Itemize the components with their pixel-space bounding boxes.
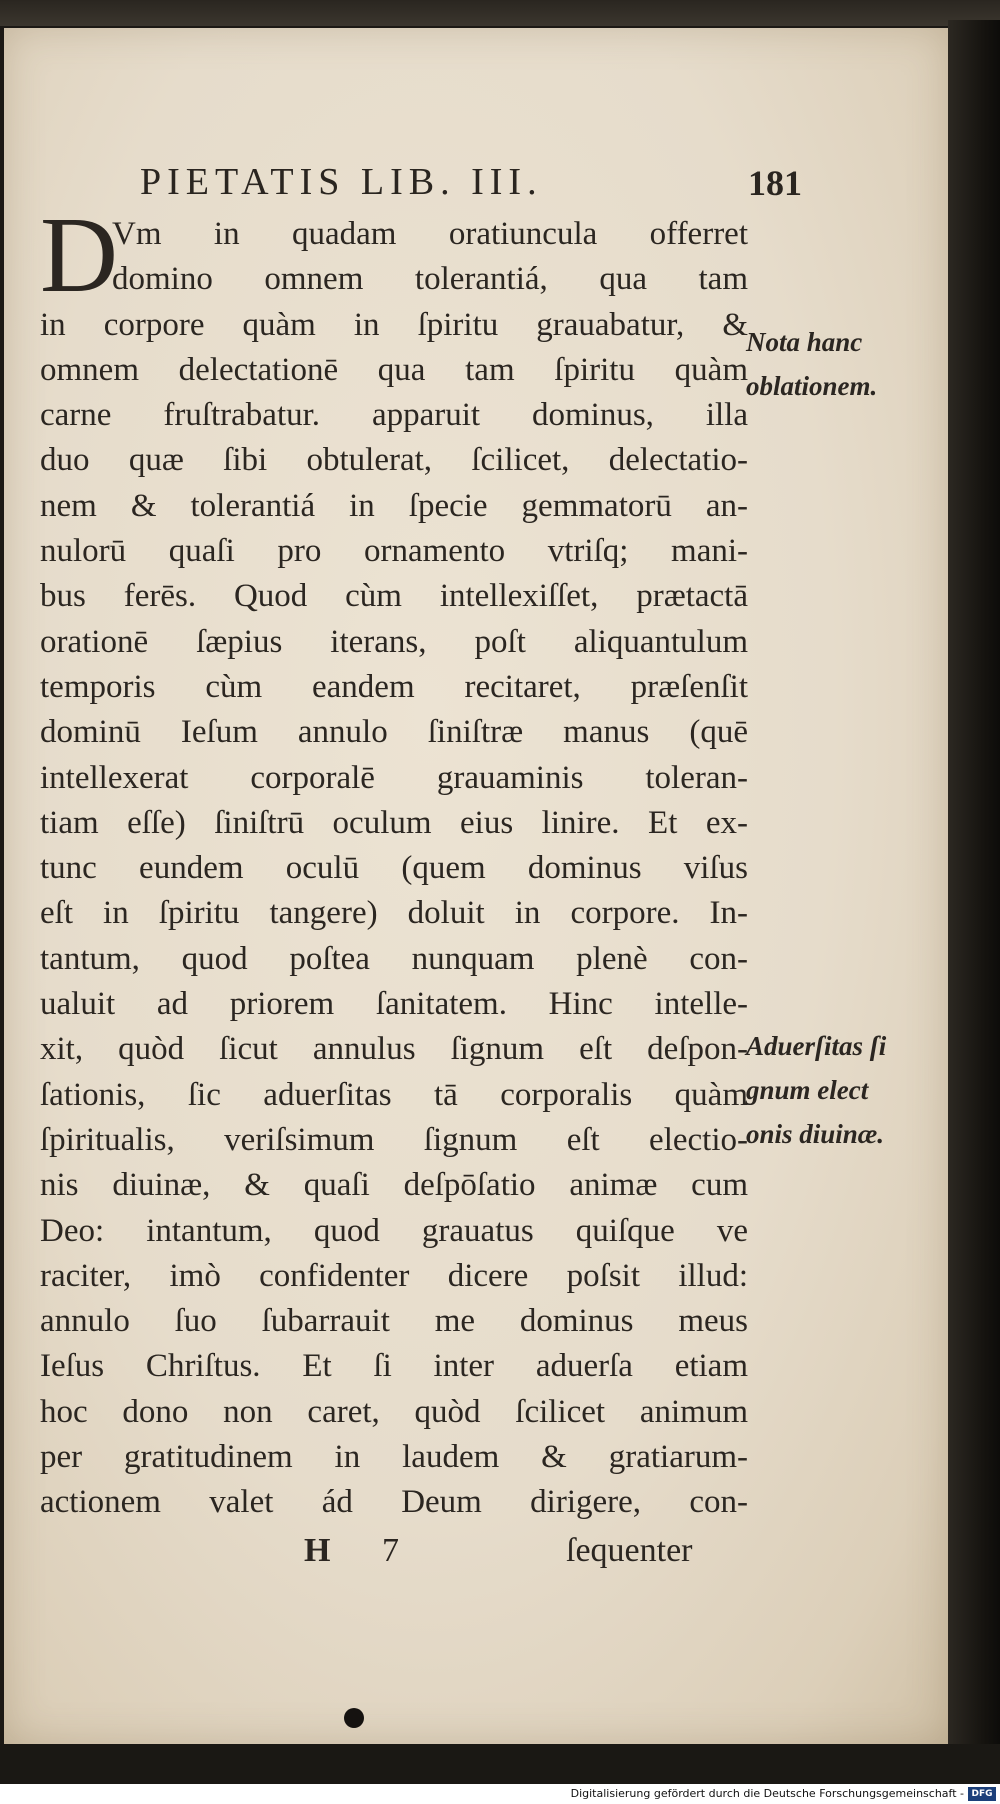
signature-mark-letter: H [304,1532,331,1569]
text-line: nulorū quaſi pro ornamento vtriſq; mani- [40,533,748,570]
text-line: actionem valet ád Deum dirigere, con- [40,1484,748,1521]
text-line: per gratitudinem in laudem & gratiarum- [40,1439,748,1476]
ink-spot [344,1708,364,1728]
margin-note [746,320,946,408]
dfg-logo: DFG [968,1787,996,1801]
catchword: ſequenter [566,1532,693,1569]
margin-note-line: onis diuinæ. [746,1119,885,1149]
text-line: omnem delectationē qua tam ſpiritu quàm [40,351,748,388]
text-line: raciter, imò confidenter dicere poſsit illud: [40,1257,748,1294]
text-line: carne fruſtrabatur. apparuit dominus, illa [40,397,748,434]
drop-cap: D [40,196,118,315]
scanner-top-edge [0,0,1000,26]
text-line: Vm in quadam oratiuncula offerret [112,216,748,252]
margin-note-line: Aduerſitas ſi [746,1031,887,1061]
text-line: tantum, quod poſtea nunquam plenè con- [40,940,748,977]
text-line: tiam eſſe) ſiniſtrū oculum eius linire. Et ex- [40,804,748,841]
text-line: ualuit ad priorem ſanitatem. Hinc intelle- [40,986,748,1023]
text-line: duo quæ ſibi obtulerat, ſcilicet, delectatio- [40,442,748,479]
margin-note-line: Nota hanc [746,327,863,357]
text-line: domino omnem tolerantiá, qua tam [112,261,748,298]
text-line: hoc dono non caret, quòd ſcilicet animum [40,1393,748,1430]
text-line: intellexerat corporalē grauaminis toleran- [40,759,748,796]
text-line: temporis cùm eandem recitaret, præſenſit [40,668,748,705]
margin-note [746,1024,946,1156]
margin-note-line: gnum elect [746,1075,869,1105]
body-text [40,196,748,1526]
signature-mark-number: 7 [382,1532,399,1569]
text-line: annulo ſuo ſubarrauit me dominus meus [40,1303,748,1340]
scanner-right-edge [948,20,1000,1760]
text-line: in corpore quàm in ſpiritu grauabatur, & [40,306,748,343]
text-line: orationē ſæpius iterans, poſt aliquantulum [40,623,748,660]
text-line: tunc eundem oculū (quem dominus viſus [40,850,748,887]
running-head: PIETATIS LIB. III. [140,161,543,203]
text-line: ſpiritualis, veriſsimum ſignum eſt electio- [40,1121,748,1158]
scanner-bottom-edge [0,1744,1000,1784]
text-line: Deo: intantum, quod grauatus quiſque ve [40,1212,748,1249]
credit-bar [0,1784,1000,1804]
text-line: Ieſus Chriſtus. Et ſi inter aduerſa etiam [40,1348,748,1385]
margin-note-line: oblationem. [746,371,878,401]
credit-text: Digitalisierung gefördert durch die Deutsche Forschungsgemeinschaft - [570,1787,964,1800]
text-line: dominū Ieſum annulo ſiniſtræ manus (quē [40,714,748,751]
text-line: ſationis, ſic aduerſitas tā corporalis quàm [40,1076,748,1113]
text-line: xit, quòd ſicut annulus ſignum eſt deſpon- [40,1031,748,1068]
text-line: bus ferēs. Quod cùm intellexiſſet, prætactā [40,578,748,615]
text-line: nem & tolerantiá in ſpecie gemmatorū an- [40,487,748,524]
page-number: 181 [748,163,802,203]
text-line: eſt in ſpiritu tangere) doluit in corpore. In- [40,895,748,932]
text-line: nis diuinæ, & quaſi deſpōſatio animæ cum [40,1167,748,1204]
